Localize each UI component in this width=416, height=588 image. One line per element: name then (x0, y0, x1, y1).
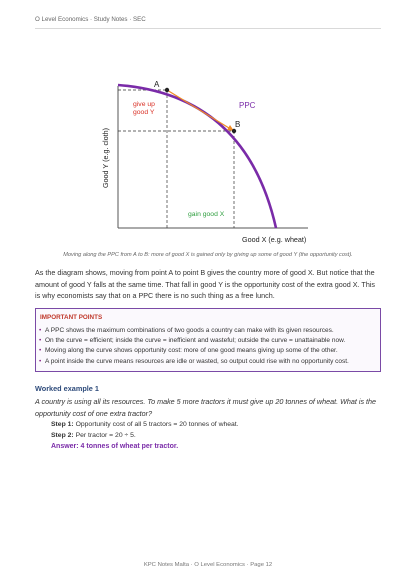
ppc-chart-svg (96, 50, 326, 250)
page-footer: KPC Notes Malta · O Level Economics · Page 12 (143, 562, 273, 568)
step-2-text: Per tractor = 20 ÷ 5. (75, 432, 136, 439)
bullet-icon: • (39, 337, 42, 345)
important-points-title: IMPORTANT POINTS (40, 314, 103, 321)
important-point-item: • A PPC shows the maximum combinations of two goods a country can make with its given resources. (36, 326, 349, 336)
body-paragraph: As the diagram shows, moving from point A to point B gives the country more of good X. But notice that the amount of good Y falls at the same time. That fall in good Y is the opportunity cost of the extra good X. This is why economists say that on a PPC there is no such thing as a free lunch. (35, 268, 376, 301)
bullet-icon: • (39, 347, 42, 355)
ppc-label: PPC (239, 101, 256, 110)
step-1-text: Opportunity cost of all 5 tractors = 20 tonnes of wheat. (75, 421, 239, 428)
worked-example-question: A country is using all its resources. To make 5 more tractors it must give up 20 tonnes of wheat. What is the opportunity cost of one extra tractor? (35, 397, 377, 418)
important-points-list (36, 326, 349, 367)
point-a-marker (165, 88, 169, 92)
y-axis-label: Good Y (e.g. cloth) (101, 127, 110, 189)
ppc-diagram (96, 50, 326, 250)
bullet-icon: • (39, 357, 42, 365)
x-axis-label: Good X (e.g. wheat) (242, 235, 307, 244)
page-header: O Level Economics · Study Notes · SEC (35, 16, 381, 29)
gain-label: gain good X (188, 211, 225, 218)
step-2 (51, 432, 136, 439)
important-point-item: • A point inside the curve means resources are idle or wasted, so output could rise with no opportunity cost. (36, 357, 349, 367)
figure-caption: Moving along the PPC from A to B: more of good X is gained only by giving up some of good Y (the opportunity cost). (63, 252, 353, 258)
bullet-icon: • (39, 327, 42, 334)
important-point-item: • Moving along the curve shows opportunity cost: more of one good means giving up some of the other. (36, 346, 349, 356)
step-1-label: Step 1: (51, 421, 74, 428)
step-2-label: Step 2: (51, 432, 74, 439)
important-point-item: • On the curve = efficient; inside the curve = inefficient and wasteful; outside the curve = unattainable now. (36, 336, 349, 346)
point-b-marker (232, 129, 236, 133)
worked-example-title: Worked example 1 (35, 384, 99, 393)
a-to-b-arrow (167, 90, 229, 128)
point-b-label: B (235, 120, 241, 129)
important-points-box (35, 308, 381, 372)
point-a-label: A (154, 80, 160, 89)
step-1 (51, 421, 239, 428)
give-up-label-line2: good Y (133, 109, 155, 116)
give-up-label-line1: give up (133, 101, 155, 108)
worked-example-answer: Answer: 4 tonnes of wheat per tractor. (51, 443, 179, 450)
